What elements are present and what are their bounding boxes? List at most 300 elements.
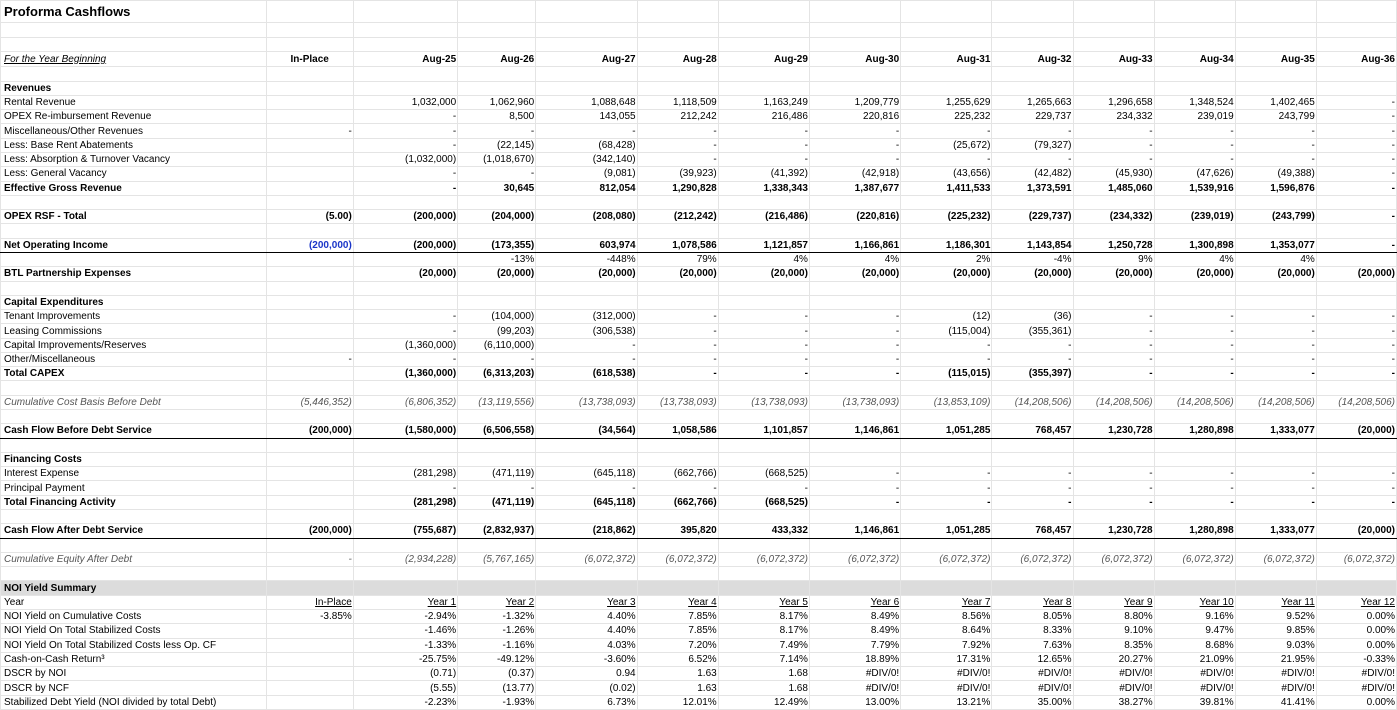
- value-cell[interactable]: -1.46%: [353, 624, 457, 638]
- value-cell[interactable]: 1,062,960: [458, 95, 536, 109]
- value-cell[interactable]: -: [809, 310, 900, 324]
- value-cell[interactable]: 0.94: [536, 667, 637, 681]
- empty-cell[interactable]: [901, 23, 992, 37]
- value-cell[interactable]: -: [1154, 152, 1235, 166]
- value-cell[interactable]: [637, 567, 718, 581]
- value-cell[interactable]: (342,140): [536, 152, 637, 166]
- empty-cell[interactable]: [458, 1, 536, 23]
- value-cell[interactable]: 8.68%: [1154, 638, 1235, 652]
- value-cell[interactable]: [992, 295, 1073, 309]
- value-cell[interactable]: [458, 81, 536, 95]
- value-cell[interactable]: [1154, 81, 1235, 95]
- value-cell[interactable]: Year 3: [536, 595, 637, 609]
- value-cell[interactable]: [992, 81, 1073, 95]
- empty-cell[interactable]: [536, 37, 637, 51]
- value-cell[interactable]: [637, 438, 718, 452]
- value-cell[interactable]: -1.16%: [458, 638, 536, 652]
- value-cell[interactable]: 1,348,524: [1154, 95, 1235, 109]
- value-cell[interactable]: (0.37): [458, 667, 536, 681]
- value-cell[interactable]: (5,446,352): [266, 395, 353, 409]
- value-cell[interactable]: [266, 310, 353, 324]
- value-cell[interactable]: (216,486): [718, 210, 809, 224]
- value-cell[interactable]: -0.33%: [1316, 652, 1396, 666]
- value-cell[interactable]: (6,806,352): [353, 395, 457, 409]
- value-cell[interactable]: (5,767,165): [458, 552, 536, 566]
- value-cell[interactable]: 4%: [718, 252, 809, 266]
- value-cell[interactable]: [718, 295, 809, 309]
- value-cell[interactable]: 216,486: [718, 110, 809, 124]
- value-cell[interactable]: -: [901, 467, 992, 481]
- value-cell[interactable]: [266, 138, 353, 152]
- value-cell[interactable]: (13,738,093): [718, 395, 809, 409]
- value-cell[interactable]: #DIV/0!: [1154, 681, 1235, 695]
- value-cell[interactable]: [1073, 81, 1154, 95]
- value-cell[interactable]: 35.00%: [992, 695, 1073, 709]
- header-col[interactable]: Aug-32: [992, 52, 1073, 67]
- value-cell[interactable]: -: [809, 367, 900, 381]
- value-cell[interactable]: -1.32%: [458, 609, 536, 623]
- row-label[interactable]: NOI Yield On Total Stabilized Costs less Op. CF: [1, 638, 267, 652]
- value-cell[interactable]: (13.77): [458, 681, 536, 695]
- row-label[interactable]: Cash Flow Before Debt Service: [1, 424, 267, 438]
- row-label[interactable]: Year: [1, 595, 267, 609]
- value-cell[interactable]: (1,360,000): [353, 367, 457, 381]
- value-cell[interactable]: -: [992, 495, 1073, 509]
- empty-cell[interactable]: [536, 23, 637, 37]
- value-cell[interactable]: -: [992, 467, 1073, 481]
- value-cell[interactable]: (20,000): [1154, 267, 1235, 281]
- value-cell[interactable]: -: [353, 181, 457, 195]
- value-cell[interactable]: -: [353, 310, 457, 324]
- value-cell[interactable]: [266, 324, 353, 338]
- value-cell[interactable]: [1073, 281, 1154, 295]
- value-cell[interactable]: -49.12%: [458, 652, 536, 666]
- value-cell[interactable]: [809, 281, 900, 295]
- value-cell[interactable]: 21.95%: [1235, 652, 1316, 666]
- value-cell[interactable]: (20,000): [1235, 267, 1316, 281]
- header-col[interactable]: Aug-31: [901, 52, 992, 67]
- value-cell[interactable]: (6,072,372): [809, 552, 900, 566]
- value-cell[interactable]: -: [353, 138, 457, 152]
- value-cell[interactable]: [718, 195, 809, 209]
- value-cell[interactable]: [1154, 438, 1235, 452]
- value-cell[interactable]: 41.41%: [1235, 695, 1316, 709]
- value-cell[interactable]: -: [901, 495, 992, 509]
- row-label[interactable]: [1, 438, 267, 452]
- value-cell[interactable]: [718, 81, 809, 95]
- value-cell[interactable]: -: [1154, 481, 1235, 495]
- value-cell[interactable]: 1,255,629: [901, 95, 992, 109]
- value-cell[interactable]: (36): [992, 310, 1073, 324]
- empty-cell[interactable]: [809, 37, 900, 51]
- empty-cell[interactable]: [637, 67, 718, 81]
- value-cell[interactable]: -: [1235, 495, 1316, 509]
- value-cell[interactable]: [1235, 381, 1316, 395]
- value-cell[interactable]: (99,203): [458, 324, 536, 338]
- value-cell[interactable]: (645,118): [536, 495, 637, 509]
- row-label[interactable]: Total Financing Activity: [1, 495, 267, 509]
- value-cell[interactable]: [266, 152, 353, 166]
- value-cell[interactable]: [901, 195, 992, 209]
- row-label[interactable]: Less: Absorption & Turnover Vacancy: [1, 152, 267, 166]
- empty-cell[interactable]: [718, 37, 809, 51]
- value-cell[interactable]: 13.00%: [809, 695, 900, 709]
- value-cell[interactable]: (14,208,506): [1154, 395, 1235, 409]
- value-cell[interactable]: (0.71): [353, 667, 457, 681]
- value-cell[interactable]: (6,313,203): [458, 367, 536, 381]
- value-cell[interactable]: -: [353, 110, 457, 124]
- value-cell[interactable]: [1073, 224, 1154, 238]
- value-cell[interactable]: (20,000): [637, 267, 718, 281]
- value-cell[interactable]: -: [1235, 310, 1316, 324]
- value-cell[interactable]: -3.85%: [266, 609, 353, 623]
- value-cell[interactable]: [809, 438, 900, 452]
- value-cell[interactable]: (20,000): [809, 267, 900, 281]
- value-cell[interactable]: 1,411,533: [901, 181, 992, 195]
- value-cell[interactable]: 13.21%: [901, 695, 992, 709]
- value-cell[interactable]: [353, 452, 457, 466]
- value-cell[interactable]: (6,110,000): [458, 338, 536, 352]
- value-cell[interactable]: (25,672): [901, 138, 992, 152]
- row-label[interactable]: Cash Flow After Debt Service: [1, 524, 267, 538]
- value-cell[interactable]: [1316, 224, 1396, 238]
- value-cell[interactable]: -: [1154, 324, 1235, 338]
- value-cell[interactable]: 1,032,000: [353, 95, 457, 109]
- row-label[interactable]: Less: General Vacancy: [1, 167, 267, 181]
- value-cell[interactable]: (1,580,000): [353, 424, 457, 438]
- row-label[interactable]: Total CAPEX: [1, 367, 267, 381]
- value-cell[interactable]: [1316, 567, 1396, 581]
- row-label[interactable]: Other/Miscellaneous: [1, 352, 267, 366]
- value-cell[interactable]: -: [1235, 367, 1316, 381]
- value-cell[interactable]: -: [353, 167, 457, 181]
- empty-cell[interactable]: [1073, 1, 1154, 23]
- value-cell[interactable]: (662,766): [637, 467, 718, 481]
- value-cell[interactable]: Year 12: [1316, 595, 1396, 609]
- row-label[interactable]: Interest Expense: [1, 467, 267, 481]
- value-cell[interactable]: [1235, 281, 1316, 295]
- value-cell[interactable]: -: [809, 124, 900, 138]
- value-cell[interactable]: -25.75%: [353, 652, 457, 666]
- value-cell[interactable]: (6,072,372): [1154, 552, 1235, 566]
- value-cell[interactable]: (104,000): [458, 310, 536, 324]
- value-cell[interactable]: [1154, 581, 1235, 595]
- row-label[interactable]: Revenues: [1, 81, 267, 95]
- value-cell[interactable]: 768,457: [992, 424, 1073, 438]
- value-cell[interactable]: [458, 567, 536, 581]
- value-cell[interactable]: -: [1316, 152, 1396, 166]
- value-cell[interactable]: -: [353, 352, 457, 366]
- value-cell[interactable]: 9.16%: [1154, 609, 1235, 623]
- value-cell[interactable]: (229,737): [992, 210, 1073, 224]
- empty-cell[interactable]: [901, 37, 992, 51]
- value-cell[interactable]: Year 4: [637, 595, 718, 609]
- value-cell[interactable]: (204,000): [458, 210, 536, 224]
- value-cell[interactable]: [637, 195, 718, 209]
- value-cell[interactable]: [1235, 81, 1316, 95]
- value-cell[interactable]: 1,280,898: [1154, 524, 1235, 538]
- value-cell[interactable]: (2,832,937): [458, 524, 536, 538]
- value-cell[interactable]: 1,209,779: [809, 95, 900, 109]
- row-label[interactable]: OPEX Re-imbursement Revenue: [1, 110, 267, 124]
- value-cell[interactable]: [536, 538, 637, 552]
- empty-cell[interactable]: [718, 1, 809, 23]
- value-cell[interactable]: (20,000): [458, 267, 536, 281]
- value-cell[interactable]: [536, 510, 637, 524]
- value-cell[interactable]: (22,145): [458, 138, 536, 152]
- value-cell[interactable]: [1316, 452, 1396, 466]
- empty-cell[interactable]: [458, 23, 536, 37]
- value-cell[interactable]: 0.00%: [1316, 638, 1396, 652]
- value-cell[interactable]: 8.17%: [718, 624, 809, 638]
- row-label[interactable]: Capital Expenditures: [1, 295, 267, 309]
- row-label[interactable]: Financing Costs: [1, 452, 267, 466]
- value-cell[interactable]: (34,564): [536, 424, 637, 438]
- value-cell[interactable]: -: [901, 152, 992, 166]
- row-label[interactable]: Capital Improvements/Reserves: [1, 338, 267, 352]
- value-cell[interactable]: 12.01%: [637, 695, 718, 709]
- value-cell[interactable]: (200,000): [266, 424, 353, 438]
- value-cell[interactable]: (471,119): [458, 467, 536, 481]
- value-cell[interactable]: 395,820: [637, 524, 718, 538]
- value-cell[interactable]: -: [1073, 367, 1154, 381]
- value-cell[interactable]: -: [718, 124, 809, 138]
- value-cell[interactable]: [1154, 295, 1235, 309]
- value-cell[interactable]: (755,687): [353, 524, 457, 538]
- row-label[interactable]: [1, 510, 267, 524]
- empty-cell[interactable]: [1316, 1, 1396, 23]
- value-cell[interactable]: 1,146,861: [809, 424, 900, 438]
- value-cell[interactable]: [901, 538, 992, 552]
- value-cell[interactable]: (20,000): [1316, 524, 1396, 538]
- value-cell[interactable]: [809, 452, 900, 466]
- value-cell[interactable]: 1,118,509: [637, 95, 718, 109]
- value-cell[interactable]: [809, 581, 900, 595]
- value-cell[interactable]: [536, 410, 637, 424]
- empty-cell[interactable]: [353, 1, 457, 23]
- value-cell[interactable]: #DIV/0!: [809, 667, 900, 681]
- value-cell[interactable]: (20,000): [536, 267, 637, 281]
- value-cell[interactable]: Year 5: [718, 595, 809, 609]
- value-cell[interactable]: [266, 224, 353, 238]
- value-cell[interactable]: -: [901, 481, 992, 495]
- value-cell[interactable]: Year 7: [901, 595, 992, 609]
- value-cell[interactable]: 812,054: [536, 181, 637, 195]
- value-cell[interactable]: 9.52%: [1235, 609, 1316, 623]
- value-cell[interactable]: [1073, 510, 1154, 524]
- value-cell[interactable]: 1,290,828: [637, 181, 718, 195]
- value-cell[interactable]: -: [992, 338, 1073, 352]
- value-cell[interactable]: 1,596,876: [1235, 181, 1316, 195]
- value-cell[interactable]: [266, 110, 353, 124]
- value-cell[interactable]: [458, 381, 536, 395]
- value-cell[interactable]: [458, 224, 536, 238]
- value-cell[interactable]: [458, 281, 536, 295]
- value-cell[interactable]: [1235, 581, 1316, 595]
- value-cell[interactable]: (20,000): [1316, 267, 1396, 281]
- value-cell[interactable]: [458, 438, 536, 452]
- empty-cell[interactable]: [266, 1, 353, 23]
- value-cell[interactable]: Year 2: [458, 595, 536, 609]
- value-cell[interactable]: 1.63: [637, 681, 718, 695]
- value-cell[interactable]: 2%: [901, 252, 992, 266]
- value-cell[interactable]: 1,296,658: [1073, 95, 1154, 109]
- value-cell[interactable]: [637, 81, 718, 95]
- header-col[interactable]: Aug-26: [458, 52, 536, 67]
- value-cell[interactable]: -: [458, 481, 536, 495]
- value-cell[interactable]: 4.03%: [536, 638, 637, 652]
- value-cell[interactable]: [1316, 252, 1396, 266]
- value-cell[interactable]: [809, 224, 900, 238]
- empty-cell[interactable]: [1316, 23, 1396, 37]
- empty-cell[interactable]: [1154, 37, 1235, 51]
- value-cell[interactable]: [1316, 281, 1396, 295]
- value-cell[interactable]: -: [1316, 181, 1396, 195]
- value-cell[interactable]: (43,656): [901, 167, 992, 181]
- value-cell[interactable]: #DIV/0!: [1235, 681, 1316, 695]
- value-cell[interactable]: 433,332: [718, 524, 809, 538]
- value-cell[interactable]: -4%: [992, 252, 1073, 266]
- value-cell[interactable]: -: [637, 152, 718, 166]
- value-cell[interactable]: -: [1316, 124, 1396, 138]
- value-cell[interactable]: [718, 567, 809, 581]
- value-cell[interactable]: -: [901, 352, 992, 366]
- value-cell[interactable]: [266, 681, 353, 695]
- value-cell[interactable]: (20,000): [1316, 424, 1396, 438]
- value-cell[interactable]: -: [637, 338, 718, 352]
- value-cell[interactable]: -: [901, 124, 992, 138]
- value-cell[interactable]: [992, 510, 1073, 524]
- value-cell[interactable]: [901, 295, 992, 309]
- value-cell[interactable]: 8.64%: [901, 624, 992, 638]
- value-cell[interactable]: 1,387,677: [809, 181, 900, 195]
- value-cell[interactable]: (239,019): [1154, 210, 1235, 224]
- empty-cell[interactable]: [718, 67, 809, 81]
- value-cell[interactable]: [901, 81, 992, 95]
- value-cell[interactable]: 7.14%: [718, 652, 809, 666]
- value-cell[interactable]: [536, 224, 637, 238]
- empty-cell[interactable]: [992, 67, 1073, 81]
- value-cell[interactable]: 12.65%: [992, 652, 1073, 666]
- value-cell[interactable]: [458, 295, 536, 309]
- value-cell[interactable]: #DIV/0!: [1316, 681, 1396, 695]
- empty-cell[interactable]: [536, 67, 637, 81]
- value-cell[interactable]: [809, 538, 900, 552]
- value-cell[interactable]: -: [1073, 495, 1154, 509]
- empty-cell[interactable]: [992, 37, 1073, 51]
- value-cell[interactable]: -: [1316, 110, 1396, 124]
- value-cell[interactable]: [718, 224, 809, 238]
- value-cell[interactable]: [1316, 381, 1396, 395]
- value-cell[interactable]: [809, 81, 900, 95]
- value-cell[interactable]: 12.49%: [718, 695, 809, 709]
- value-cell[interactable]: -: [1073, 338, 1154, 352]
- value-cell[interactable]: (200,000): [353, 238, 457, 252]
- value-cell[interactable]: (200,000): [266, 238, 353, 252]
- value-cell[interactable]: 4%: [1154, 252, 1235, 266]
- value-cell[interactable]: 9.03%: [1235, 638, 1316, 652]
- value-cell[interactable]: [266, 581, 353, 595]
- value-cell[interactable]: 1,250,728: [1073, 238, 1154, 252]
- value-cell[interactable]: [718, 381, 809, 395]
- value-cell[interactable]: 229,737: [992, 110, 1073, 124]
- value-cell[interactable]: 768,457: [992, 524, 1073, 538]
- value-cell[interactable]: [266, 252, 353, 266]
- value-cell[interactable]: #DIV/0!: [1073, 681, 1154, 695]
- value-cell[interactable]: [992, 438, 1073, 452]
- value-cell[interactable]: (2,934,228): [353, 552, 457, 566]
- value-cell[interactable]: (13,119,556): [458, 395, 536, 409]
- value-cell[interactable]: 4.40%: [536, 609, 637, 623]
- value-cell[interactable]: 239,019: [1154, 110, 1235, 124]
- value-cell[interactable]: -: [536, 124, 637, 138]
- empty-cell[interactable]: [458, 37, 536, 51]
- empty-cell[interactable]: [809, 1, 900, 23]
- value-cell[interactable]: (306,538): [536, 324, 637, 338]
- value-cell[interactable]: [536, 452, 637, 466]
- value-cell[interactable]: 1,121,857: [718, 238, 809, 252]
- empty-cell[interactable]: [1235, 67, 1316, 81]
- value-cell[interactable]: (49,388): [1235, 167, 1316, 181]
- value-cell[interactable]: -: [1235, 481, 1316, 495]
- empty-cell[interactable]: [1154, 1, 1235, 23]
- value-cell[interactable]: [718, 281, 809, 295]
- value-cell[interactable]: (218,862): [536, 524, 637, 538]
- value-cell[interactable]: [353, 510, 457, 524]
- value-cell[interactable]: (20,000): [992, 267, 1073, 281]
- value-cell[interactable]: 9.47%: [1154, 624, 1235, 638]
- empty-cell[interactable]: [1235, 23, 1316, 37]
- value-cell[interactable]: #DIV/0!: [1154, 667, 1235, 681]
- value-cell[interactable]: In-Place: [266, 595, 353, 609]
- value-cell[interactable]: 1,539,916: [1154, 181, 1235, 195]
- value-cell[interactable]: [809, 510, 900, 524]
- value-cell[interactable]: [992, 452, 1073, 466]
- value-cell[interactable]: [992, 410, 1073, 424]
- value-cell[interactable]: [1073, 410, 1154, 424]
- value-cell[interactable]: [1154, 510, 1235, 524]
- empty-cell[interactable]: [266, 37, 353, 51]
- value-cell[interactable]: [266, 452, 353, 466]
- value-cell[interactable]: [1154, 410, 1235, 424]
- value-cell[interactable]: 225,232: [901, 110, 992, 124]
- value-cell[interactable]: 7.79%: [809, 638, 900, 652]
- value-cell[interactable]: 1,373,591: [992, 181, 1073, 195]
- value-cell[interactable]: [266, 167, 353, 181]
- row-label[interactable]: DSCR by NOI: [1, 667, 267, 681]
- value-cell[interactable]: [809, 381, 900, 395]
- row-label[interactable]: Cash-on-Cash Return³: [1, 652, 267, 666]
- value-cell[interactable]: [1316, 438, 1396, 452]
- empty-cell[interactable]: [353, 67, 457, 81]
- empty-cell[interactable]: [1316, 37, 1396, 51]
- value-cell[interactable]: (1,032,000): [353, 152, 457, 166]
- value-cell[interactable]: 7.85%: [637, 609, 718, 623]
- value-cell[interactable]: (14,208,506): [1316, 395, 1396, 409]
- value-cell[interactable]: 1.68: [718, 681, 809, 695]
- value-cell[interactable]: [992, 224, 1073, 238]
- value-cell[interactable]: (6,072,372): [901, 552, 992, 566]
- value-cell[interactable]: [718, 510, 809, 524]
- row-label[interactable]: [1, 224, 267, 238]
- value-cell[interactable]: [637, 538, 718, 552]
- value-cell[interactable]: -: [1154, 124, 1235, 138]
- value-cell[interactable]: [353, 581, 457, 595]
- value-cell[interactable]: -: [637, 367, 718, 381]
- empty-cell[interactable]: [809, 67, 900, 81]
- value-cell[interactable]: 4%: [1235, 252, 1316, 266]
- value-cell[interactable]: -: [637, 138, 718, 152]
